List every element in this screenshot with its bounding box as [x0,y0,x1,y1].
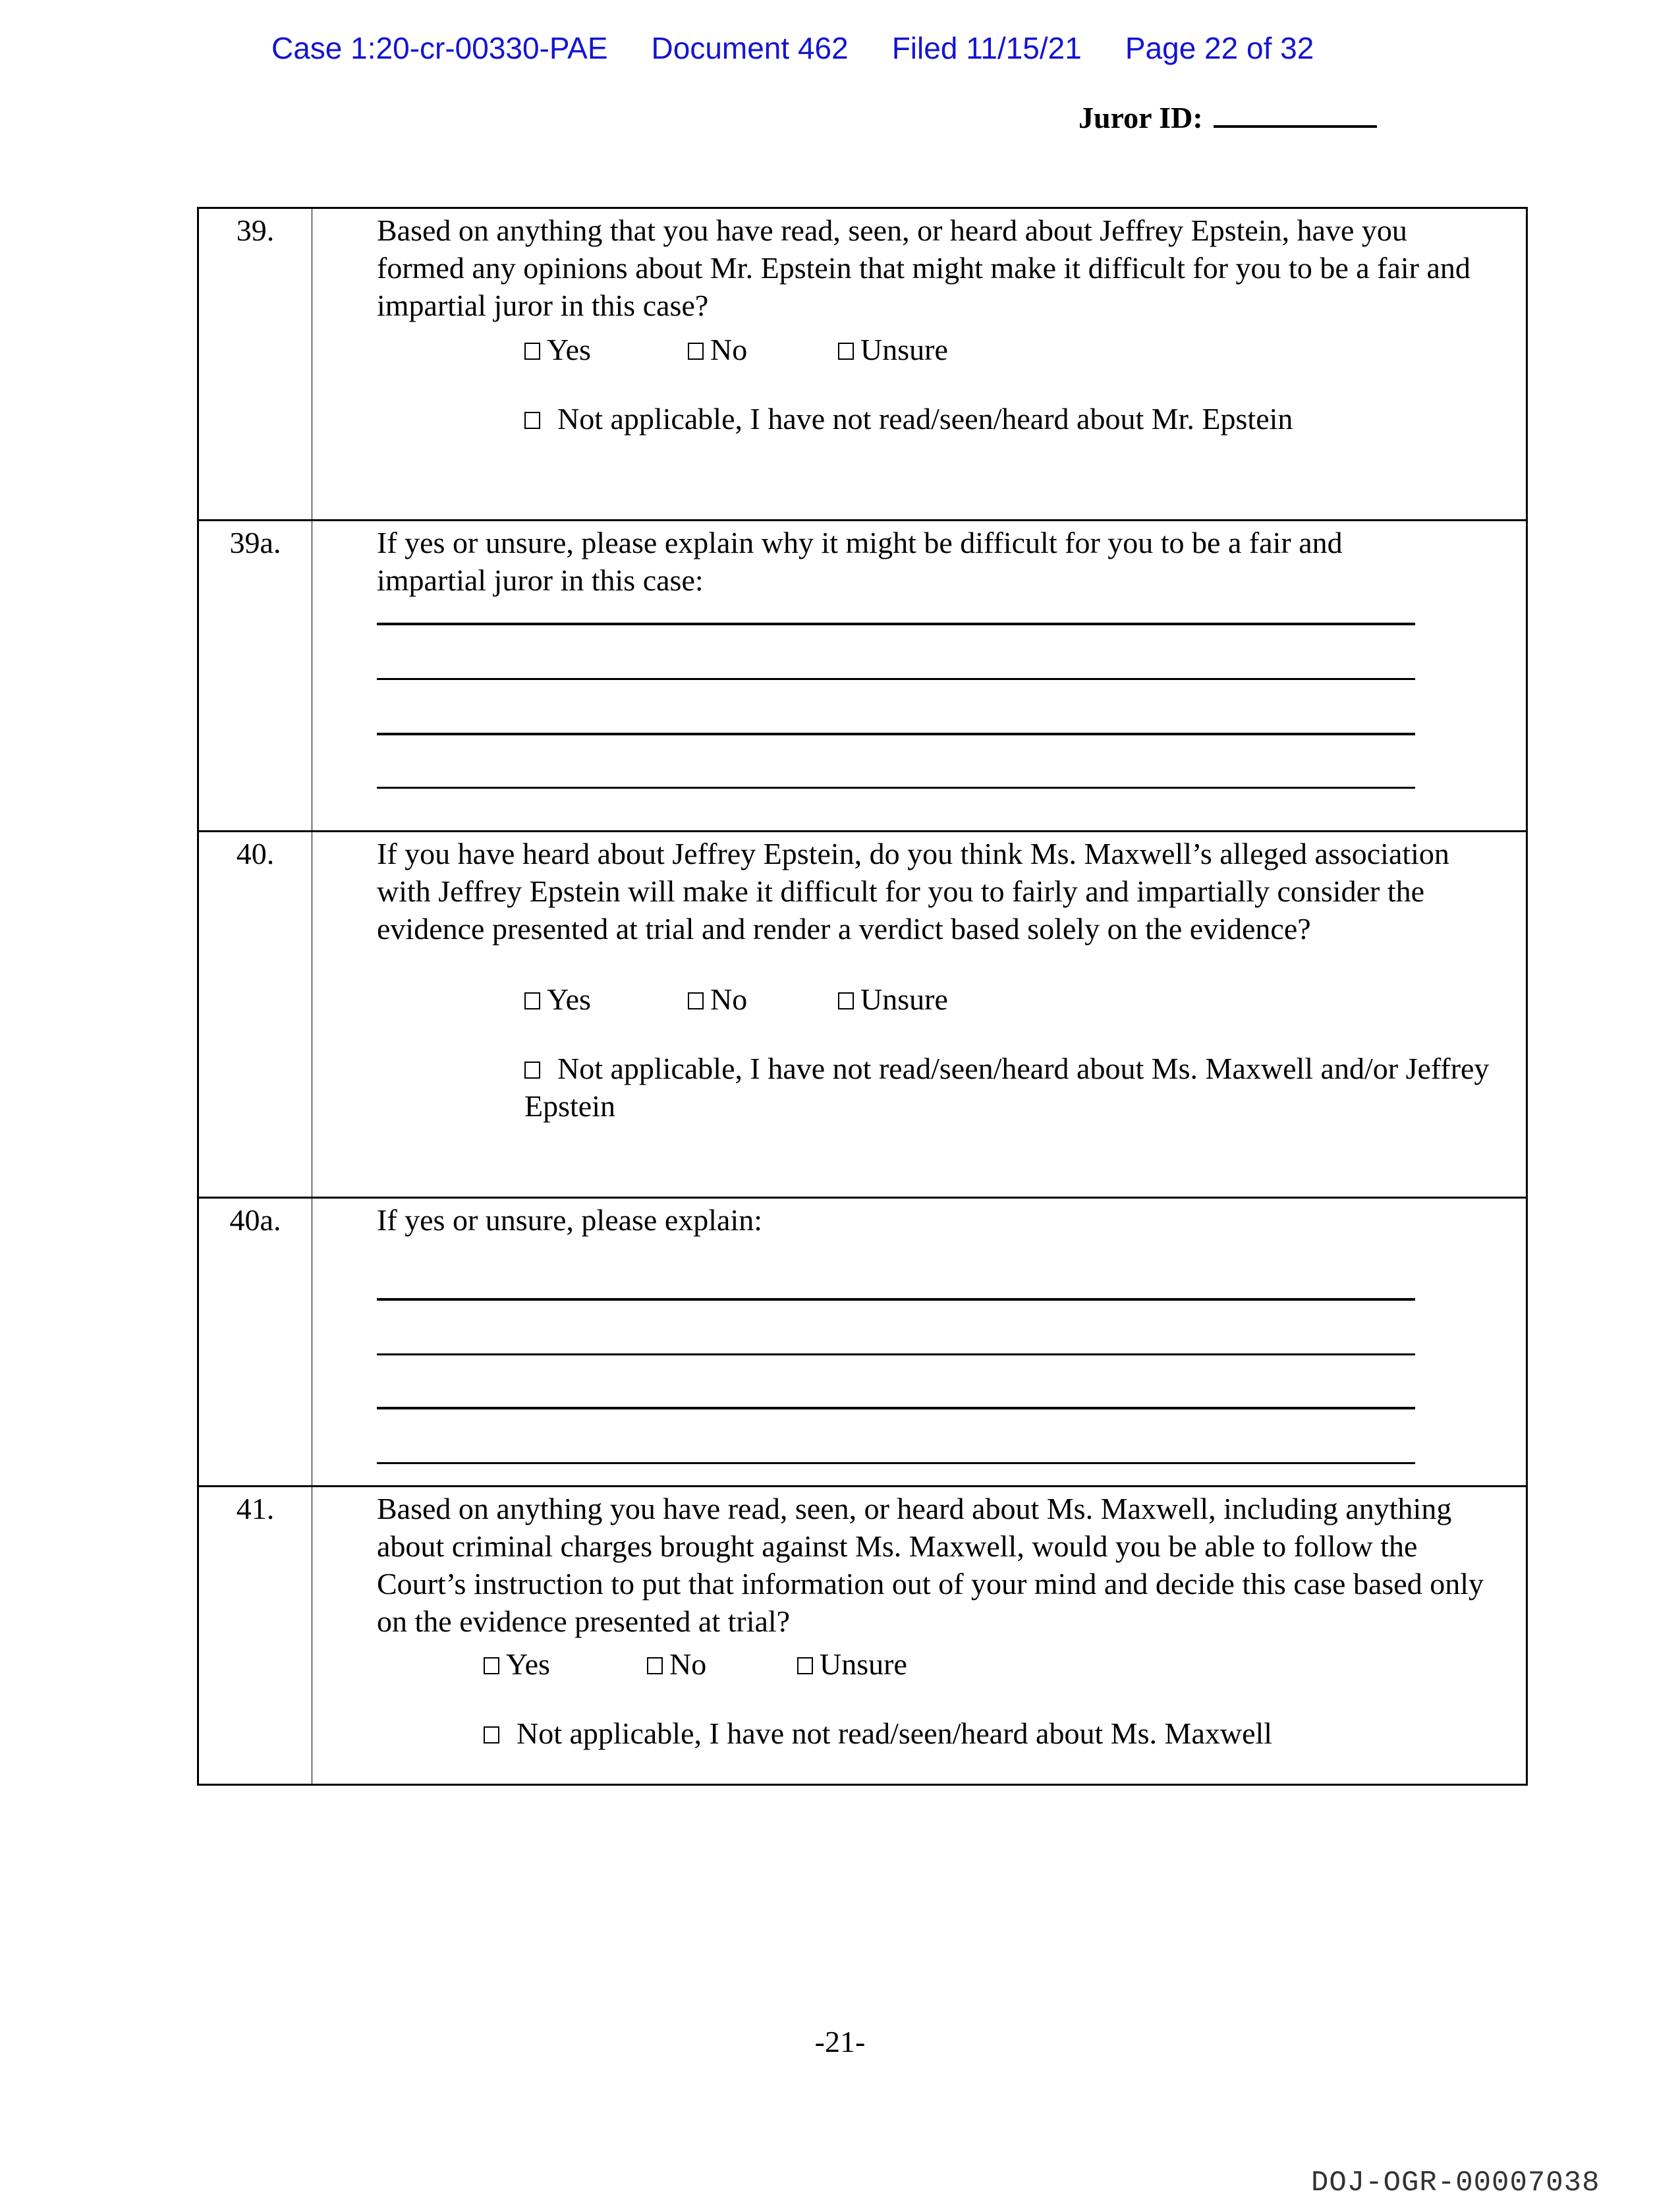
page-number: -21- [814,2025,866,2058]
option-yes[interactable]: Yes [524,331,688,368]
document-number: Document 462 [651,31,849,65]
checkbox-icon[interactable] [688,343,704,360]
question-row [198,1487,1527,1785]
filed-date: Filed 11/15/21 [891,31,1082,65]
bates-number: DOJ-OGR-00007038 [1311,2167,1600,2199]
answer-options [524,980,1513,1018]
option-not-applicable[interactable]: Not applicable, I have not read/seen/heard about Mr. Epstein [524,400,1513,438]
checkbox-icon[interactable] [484,1726,499,1744]
checkbox-icon[interactable] [524,343,540,360]
checkbox-icon[interactable] [797,1657,813,1674]
checkbox-icon[interactable] [688,992,704,1009]
question-text: If yes or unsure, please explain why it might be difficult for you to be a fair and impartial juror in this case: [377,526,1343,597]
answer-options [484,1645,1513,1683]
questionnaire-table [197,207,1528,1786]
question-row [198,208,1527,521]
question-number: 41. [198,1487,312,1785]
option-no[interactable]: No [688,980,838,1018]
question-number: 39a. [198,521,312,832]
question-number: 40a. [198,1198,312,1487]
answer-line[interactable] [377,1298,1415,1301]
option-no[interactable]: No [688,331,838,368]
case-number: Case 1:20-cr-00330-PAE [271,31,608,65]
option-unsure[interactable]: Unsure [838,980,948,1018]
answer-options [524,331,1513,368]
checkbox-icon[interactable] [484,1657,499,1674]
checkbox-icon[interactable] [838,992,854,1009]
answer-line[interactable] [377,787,1415,789]
option-unsure[interactable]: Unsure [838,331,948,368]
juror-id-field[interactable] [1214,99,1377,128]
juror-id [1078,99,1377,135]
ecf-header [271,30,1314,66]
answer-line[interactable] [377,1407,1415,1409]
question-row [198,521,1527,832]
question-text: Based on anything that you have read, seen, or heard about Jeffrey Epstein, have you formed any opinions about Mr. Epstein that might make it difficult for you to be a fair and impartial juror in this case? [377,213,1470,322]
answer-area[interactable] [377,1298,1513,1464]
option-not-applicable[interactable]: Not applicable, I have not read/seen/heard about Ms. Maxwell and/or Jeffrey Epstein [524,1052,1490,1123]
question-number: 39. [198,208,312,521]
option-yes[interactable]: Yes [484,1645,647,1683]
answer-line[interactable] [377,1353,1415,1355]
juror-id-label: Juror ID: [1078,101,1203,134]
option-unsure[interactable]: Unsure [797,1645,907,1683]
checkbox-icon[interactable] [838,343,854,360]
question-text: If yes or unsure, please explain: [377,1203,763,1237]
question-text: If you have heard about Jeffrey Epstein, do you think Ms. Maxwell’s alleged association with Jeffrey Epstein will make it difficult for you to fairly and impartially consider the evidence presented at trial and render a verdict based solely on the evidence? [377,837,1449,946]
question-text: Based on anything you have read, seen, or heard about Ms. Maxwell, including anything about criminal charges brought against Ms. Maxwell, would you be able to follow the Court’s instruction to put that information out of your mind and decide this case based only on the evidence presented at trial? [377,1492,1484,1638]
answer-line[interactable] [377,1462,1415,1464]
question-number: 40. [198,832,312,1198]
option-not-applicable[interactable]: Not applicable, I have not read/seen/heard about Ms. Maxwell [484,1715,1513,1752]
answer-line[interactable] [377,678,1415,680]
option-yes[interactable]: Yes [524,980,688,1018]
page-of: Page 22 of 32 [1125,31,1314,65]
checkbox-icon[interactable] [647,1657,663,1674]
checkbox-icon[interactable] [524,1062,540,1079]
checkbox-icon[interactable] [524,412,540,429]
answer-line[interactable] [377,733,1415,735]
checkbox-icon[interactable] [524,992,540,1009]
question-row [198,1198,1527,1487]
answer-area[interactable] [377,599,1513,789]
question-row [198,832,1527,1198]
answer-line[interactable] [377,623,1415,625]
option-no[interactable]: No [647,1645,797,1683]
